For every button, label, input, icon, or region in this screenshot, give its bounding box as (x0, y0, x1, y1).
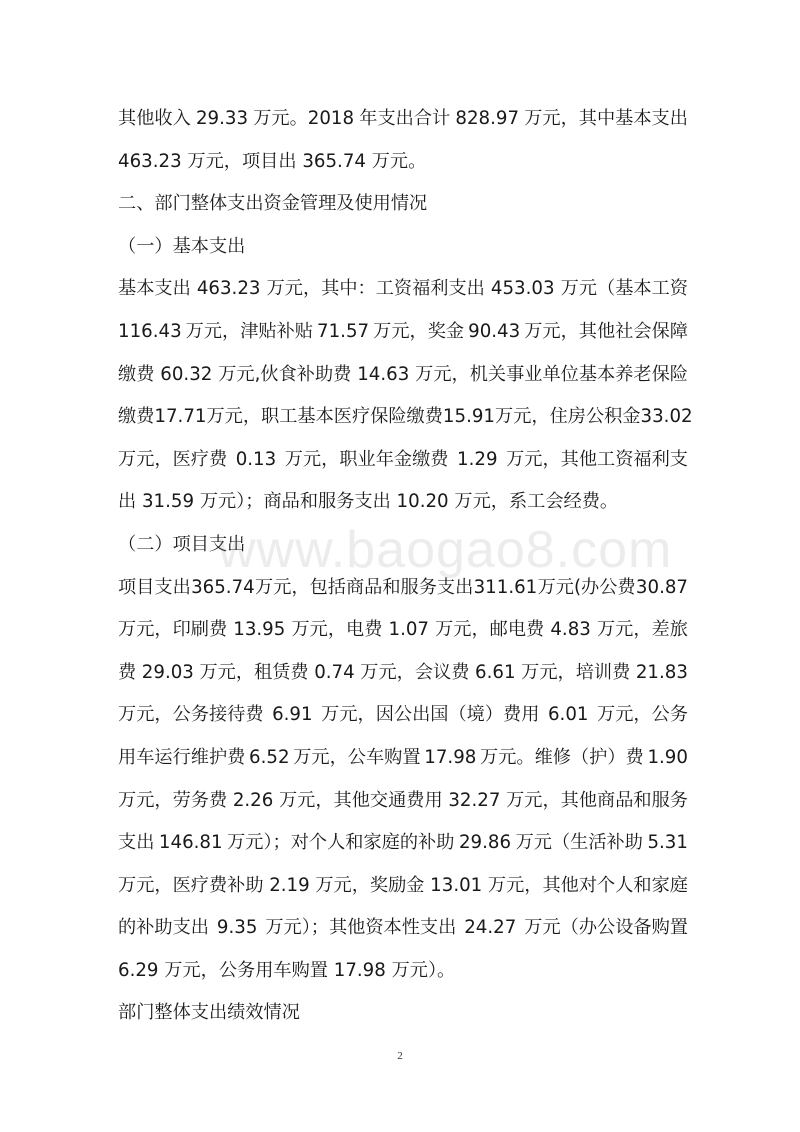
text-segment: 万元，奖金 (373, 320, 465, 342)
text-segment: 116.43 (118, 320, 182, 342)
text-segment: 万元，差旅 (596, 619, 688, 641)
text-line (118, 822, 688, 865)
text-segment: 60.32 (160, 363, 213, 385)
text-line (118, 226, 688, 269)
text-segment: 项目支出 (118, 576, 191, 598)
text-segment: 万元，医疗费补助 (118, 874, 264, 896)
text-segment: 万元，职工基本医疗保险缴费 (206, 406, 443, 428)
text-line (118, 268, 688, 311)
text-segment: 万元，奖励金 (315, 874, 425, 896)
text-line (118, 950, 688, 993)
text-segment: 的补助支出 (118, 917, 209, 939)
text-segment: 费 (118, 661, 137, 683)
text-line (118, 396, 693, 439)
text-segment: 15.91 (442, 406, 495, 428)
text-segment: 其他收入 (118, 108, 191, 129)
text-segment: 万元，邮电费 (435, 619, 545, 641)
text-segment: 14.63 (357, 363, 410, 385)
text-segment: 万元，包括商品和服务支出 (255, 576, 474, 598)
text-line (118, 311, 688, 354)
text-segment: 13.95 (233, 619, 286, 641)
text-line (118, 567, 688, 610)
text-segment: 万元，其他商品和服务 (506, 789, 688, 811)
text-segment: 6.01 (547, 704, 589, 726)
text-segment: 万元，其他工资福利支 (506, 448, 688, 470)
text-segment: 万元（生活补助 (515, 832, 643, 854)
text-segment: 部门整体支出绩效情况 (118, 1002, 300, 1024)
text-segment: 万元）；其他资本性支出 (265, 917, 457, 939)
text-line (118, 481, 688, 524)
text-segment: 463.23 万元，项目出 365.74 万元。 (118, 150, 427, 172)
text-segment: 万元,伙食补助费 (218, 363, 352, 385)
text-segment: 29.86 (458, 832, 512, 854)
text-segment: 万元，公务接待费 (118, 704, 264, 726)
text-segment: 万元，医疗费 (118, 448, 228, 470)
text-segment: 1.90 (647, 746, 688, 768)
text-segment: 万元，其中：工资福利支出 (266, 278, 485, 300)
text-line (118, 780, 688, 823)
text-segment: 32.27 (448, 789, 501, 811)
text-line (118, 183, 688, 226)
text-line (118, 524, 688, 567)
text-segment: 146.81 (158, 832, 223, 854)
text-segment: 万元(办公费 (537, 576, 636, 598)
text-segment: 6.29 万元，公务用车购置 17.98 万元）。 (118, 959, 456, 981)
text-segment: 5.31 (647, 832, 688, 854)
text-segment: 万元。维修（护）费 (480, 746, 644, 768)
text-segment: 1.29 (457, 448, 498, 470)
text-segment: 万元（办公设备购置 (524, 917, 688, 939)
text-segment: 0.74 (314, 661, 355, 683)
text-segment: 2.26 (232, 789, 274, 811)
text-segment: 29.03 (141, 661, 194, 683)
text-segment: 17.71 (154, 406, 207, 428)
document-body (118, 98, 693, 1035)
text-segment: 13.01 (430, 874, 483, 896)
text-line (118, 609, 688, 652)
text-line (118, 737, 688, 780)
text-segment: 24.27 (464, 917, 517, 939)
text-line (118, 98, 688, 141)
text-segment: 30.87 (635, 576, 688, 598)
text-segment: 万元，租赁费 (199, 661, 309, 683)
text-segment: 万元，职业年金缴费 (284, 448, 449, 470)
text-segment: 21.83 (635, 661, 688, 683)
text-segment: 万元，培训费 (521, 661, 631, 683)
watermark: www.baogao8.com (218, 521, 673, 579)
text-line (118, 652, 688, 695)
text-segment: 基本支出 (118, 278, 191, 300)
text-segment: 4.83 (550, 619, 591, 641)
text-segment: 出 31.59 万元）；商品和服务支出 10.20 万元，系工会经费。 (118, 491, 619, 513)
text-segment: 29.33 (195, 108, 249, 129)
text-segment: 万元，印刷费 (118, 619, 228, 641)
text-segment: 9.35 (216, 917, 258, 939)
text-segment: 万元，津贴补贴 (185, 320, 313, 342)
text-segment: （二）项目支出 (118, 533, 246, 555)
text-line (118, 354, 688, 397)
text-segment: 365.74 (191, 576, 255, 598)
text-segment: 万元。2018 (253, 108, 355, 129)
text-segment: 缴费 (118, 363, 155, 385)
text-segment: 二、部门整体支出资金管理及使用情况 (118, 193, 428, 215)
text-segment: 万元（基本工资 (560, 278, 688, 300)
text-segment: 万元，会议费 (360, 661, 470, 683)
text-segment: 71.57 (317, 320, 370, 342)
text-segment: 万元，因公出国（境）费用 (321, 704, 540, 726)
text-segment: 17.98 (424, 746, 477, 768)
text-segment: 90.43 (468, 320, 521, 342)
text-segment: 0.13 (235, 448, 277, 470)
page-number: 2 (397, 1050, 403, 1062)
text-segment: 万元，其他交通费用 (278, 789, 443, 811)
text-line (118, 992, 688, 1035)
text-segment: 万元，电费 (291, 619, 383, 641)
text-segment: 用车运行维护费 (118, 746, 246, 768)
text-segment: 6.52 (249, 746, 290, 768)
text-segment: 6.91 (272, 704, 313, 726)
text-segment: 万元，其他对个人和家庭 (487, 874, 688, 896)
text-segment: 万元，机关事业单位基本养老保险 (415, 363, 688, 385)
text-segment: 万元，住房公积金 (495, 406, 641, 428)
text-line (118, 439, 688, 482)
text-segment: （一）基本支出 (118, 235, 246, 257)
text-segment: 1.07 (388, 619, 429, 641)
text-segment: 463.23 (196, 278, 261, 300)
text-line (118, 141, 688, 184)
text-segment: 311.61 (473, 576, 538, 598)
text-segment: 支出 (118, 832, 155, 854)
text-segment: 万元，其中基本支出 (524, 108, 688, 129)
text-line (118, 907, 688, 950)
text-segment: 缴费 (118, 406, 155, 428)
text-segment: 万元，其他社会保障 (524, 320, 688, 342)
text-segment: 万元，公车购置 (293, 746, 421, 768)
text-segment: 33.02 (640, 406, 693, 428)
text-segment: 年支出合计 (359, 108, 451, 129)
text-segment: 453.03 (490, 278, 555, 300)
text-segment: 6.61 (475, 661, 516, 683)
text-segment: 万元，公务 (597, 704, 688, 726)
text-segment: 万元，劳务费 (118, 789, 228, 811)
text-segment: 2.19 (269, 874, 310, 896)
text-line (118, 865, 688, 908)
text-line (118, 694, 688, 737)
text-segment: 828.97 (455, 108, 520, 129)
text-segment: 万元）；对个人和家庭的补助 (227, 832, 455, 854)
